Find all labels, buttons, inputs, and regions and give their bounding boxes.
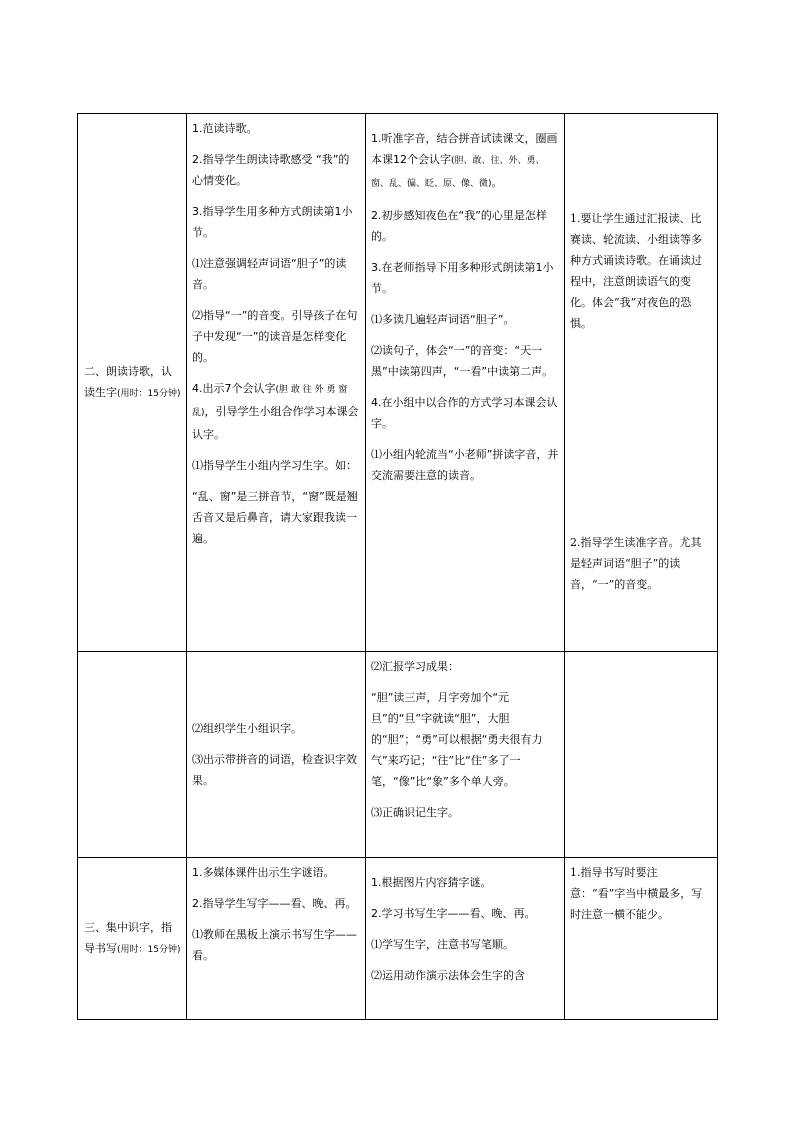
stage-time: (用时：15分钟): [117, 944, 181, 955]
stage-time: (用时：15分钟): [117, 388, 181, 399]
teacher-step: ⑵组织学生小组识字。: [192, 722, 302, 735]
student-step: ⑵汇报学习成果：: [371, 660, 459, 673]
table-row: [78, 652, 718, 858]
design-note: 1.要让学生通过汇报读、比赛读、轮流读、小组读等多种方式诵读诗歌。在诵读过程中，注意朗读语气的变化。体会“我”对夜色的恐惧。: [570, 212, 702, 330]
student-activity-cell: [366, 652, 565, 858]
design-note: 2.指导学生读准字音。尤其是轻声词语“胆子”的读音，“一”的音变。: [570, 536, 702, 591]
student-step: ⑴多读几遍轻声词语“胆子”。: [371, 313, 515, 326]
student-step: 3.在老师指导下用多种形式朗读第1小节。: [371, 261, 554, 295]
table-row: [78, 114, 718, 652]
teacher-step: ⑶出示带拼音的词语，检查识字效果。: [192, 753, 357, 787]
teacher-step: ⑴注意强调轻声词语“胆子”的读音。: [192, 257, 347, 291]
lesson-plan-table: [77, 113, 718, 1020]
character-list: (胆 敢 往 外 勇 窗 乱): [192, 385, 348, 418]
teacher-step: ⑵指导“一”的音变。引导孩子在句子中发现“一”的读音是怎样变化的。: [192, 309, 358, 364]
design-note-cell: [565, 652, 718, 858]
student-activity-cell: [366, 858, 565, 1020]
note-spacer: [570, 344, 712, 532]
table-row: [78, 858, 718, 1020]
teacher-step: 1.范读诗歌。: [192, 122, 258, 135]
teacher-step: 3.指导学生用多种方式朗读第1小节。: [192, 205, 353, 239]
stage-title: 三、集中识字，指导书写: [84, 920, 172, 955]
stage-title: 二、朗读诗歌，认读生字: [84, 364, 172, 399]
student-step: [371, 128, 559, 195]
teacher-step: “乱、窗”是三拼音节，“窗”既是翘舌音又是后鼻音，请大家跟我读一遍。: [192, 490, 358, 545]
student-step: 2.学习书写生字——看、晚、再。: [371, 907, 536, 920]
stage-cell: [78, 114, 187, 652]
teacher-step: ⑴指导学生小组内学习生字。如：: [192, 459, 357, 472]
design-note-cell: [565, 858, 718, 1020]
teacher-step: 2.指导学生写字——看、晚、再。: [192, 897, 357, 910]
student-step-text: 1.听准字音，结合拼音试读课文，圈画本课12个会认字: [371, 132, 558, 166]
student-step: ⑴学写生字，注意书写笔顺。: [371, 938, 514, 951]
student-step: 1.根据图片内容猜字谜。: [371, 876, 492, 889]
student-step: ⑵读句子，体会“一”的音变：“天一黑”中读第四声，“一看”中读第二声。: [371, 344, 554, 378]
teacher-step-text: 4.出示7个会认字: [192, 382, 276, 395]
design-note-cell: [565, 114, 718, 652]
student-step: 4.在小组中以合作的方式学习本课会认字。: [371, 396, 558, 430]
stage-cell: [78, 652, 187, 858]
character-list: (胆、敢、往、外、勇、窗、乱、偏、眨、原、像、微): [371, 156, 545, 189]
student-step-text: 。: [491, 176, 503, 189]
student-step: 2.初步感知夜色在“我”的心里是怎样的。: [371, 209, 547, 243]
teacher-step-text: ，引导学生小组合作学习本课会认字。: [192, 405, 359, 441]
student-activity-cell: [366, 114, 565, 652]
design-note: 1.指导书写时要注意：“看”字当中横最多，写时注意一横不能少。: [570, 866, 703, 921]
stage-cell: [78, 858, 187, 1020]
student-step: ⑵运用动作演示法体会生字的含: [371, 969, 525, 982]
student-step: “胆”读三声，月字旁加个“元旦”的“旦”字就读“胆”，大胆的“胆”；“勇”可以根据“勇夫很有力气”来巧记；“往”比“住”多了一笔，“像”比“象”多个单人旁。: [371, 691, 543, 788]
teacher-activity-cell: [187, 858, 366, 1020]
teacher-activity-cell: [187, 652, 366, 858]
teacher-activity-cell: [187, 114, 366, 652]
teacher-step: ⑴教师在黑板上演示书写生字——看。: [192, 928, 357, 962]
student-step: ⑶正确识记生字。: [371, 806, 459, 819]
teacher-step: 2.指导学生朗读诗歌感受 “我”的心情变化。: [192, 153, 350, 187]
teacher-step: [192, 378, 360, 445]
teacher-step: 1.多媒体课件出示生字谜语。: [192, 866, 335, 879]
student-step: ⑴小组内轮流当“小老师”拼读字音，并交流需要注意的读音。: [371, 448, 559, 482]
